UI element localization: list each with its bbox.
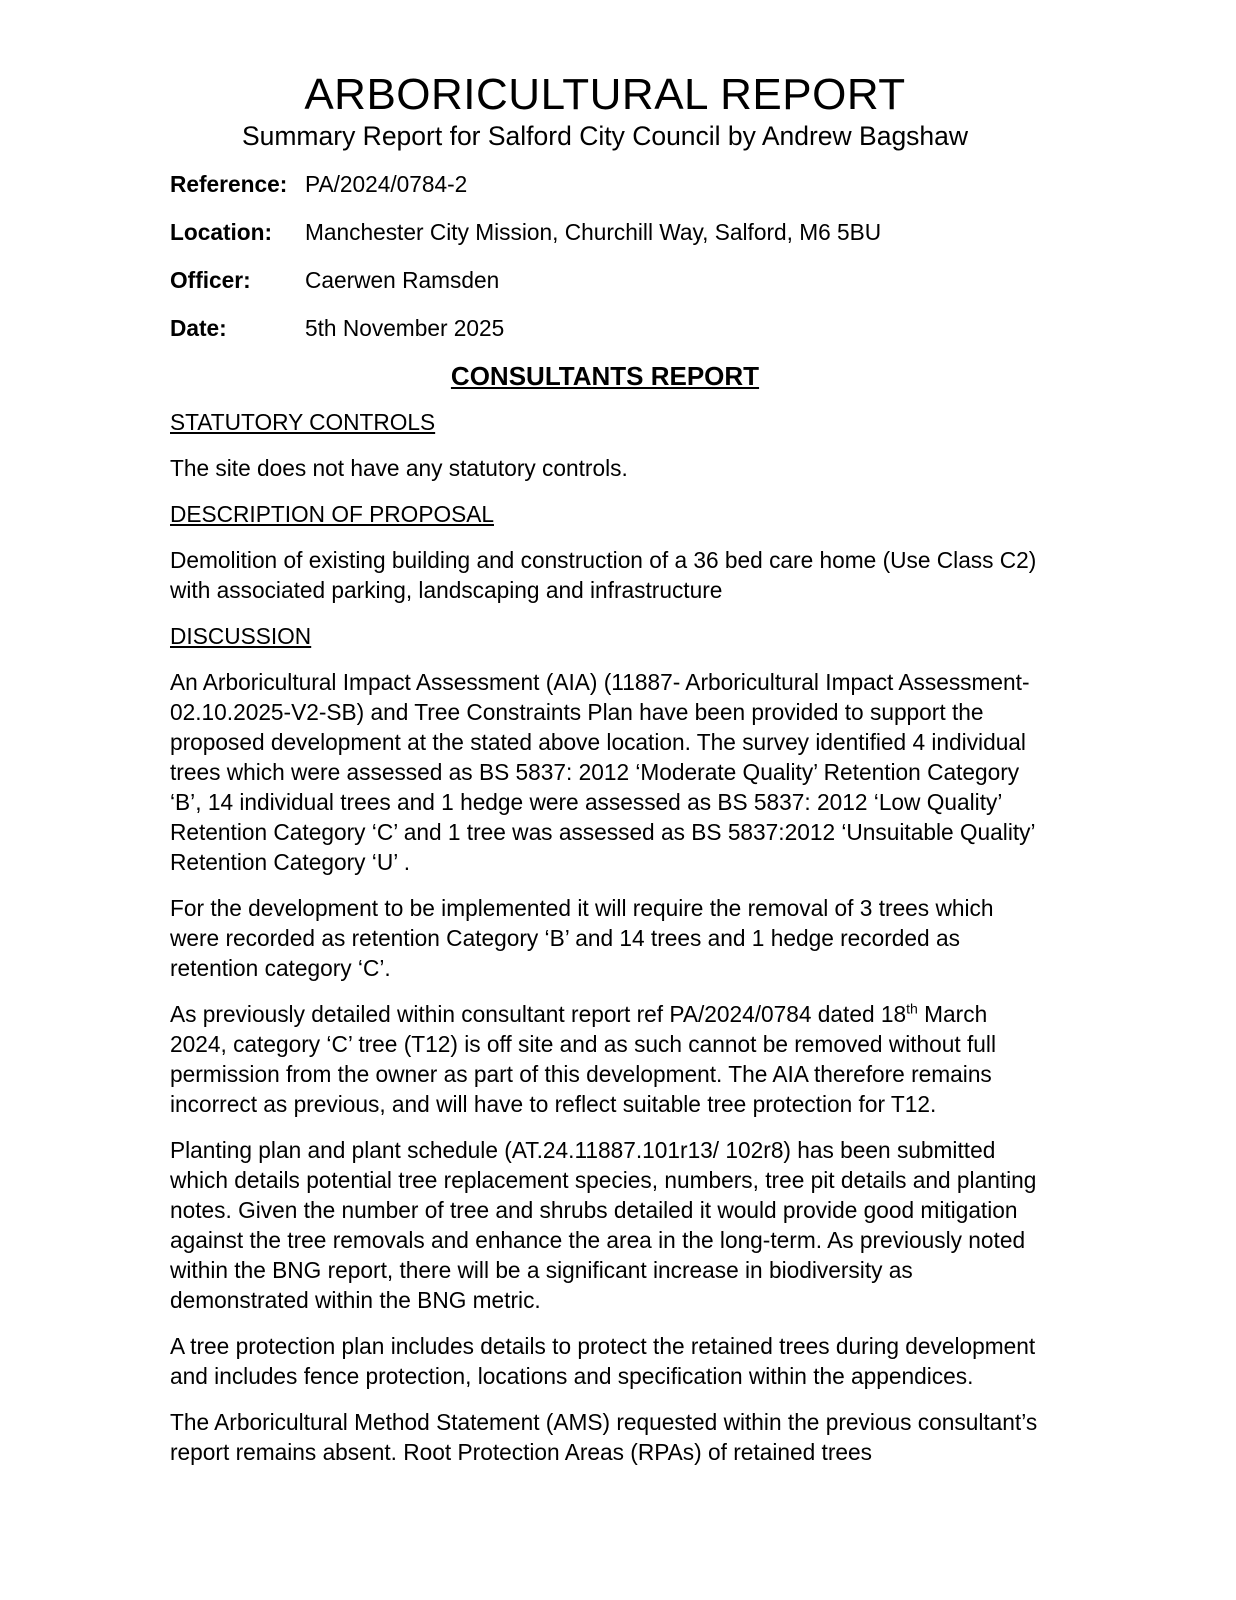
statutory-controls-heading: STATUTORY CONTROLS: [170, 409, 436, 435]
report-title: ARBORICULTURAL REPORT: [304, 70, 906, 119]
discussion-paragraph-6: The Arboricultural Method Statement (AMS) requested within the previous consultant’s report remains absent. Root Protection Areas (RPAs) of retained trees: [170, 1409, 1038, 1465]
discussion-heading: DISCUSSION: [170, 623, 312, 649]
discussion-paragraph-3-text-end: March 2024, category ‘C’ tree (T12) is off site and as such cannot be removed without full permission from the owner as part of this development. The AIA therefore remains incorrect as previous, and will have to reflect suitable tree protection for T12.: [170, 1001, 997, 1117]
meta-value-location: Manchester City Mission, Churchill Way, Salford, M6 5BU: [305, 219, 882, 245]
meta-value-date: 5th November 2025: [305, 315, 505, 341]
meta-value-officer: Caerwen Ramsden: [305, 267, 500, 293]
meta-row-date: [170, 313, 1040, 343]
discussion-paragraph-5: A tree protection plan includes details to protect the retained trees during development and includes fence protection, locations and specification within the appendices.: [170, 1333, 1036, 1389]
meta-row-location: [170, 217, 1040, 247]
statutory-controls-text: The site does not have any statutory controls.: [170, 455, 628, 481]
report-meta: [170, 169, 1040, 343]
meta-row-officer: [170, 265, 1040, 295]
discussion-paragraph-2: For the development to be implemented it will require the removal of 3 trees which were recorded as retention Category ‘B’ and 14 trees and 1 hedge recorded as retention category ‘C’.: [170, 895, 994, 981]
meta-label-officer: Officer:: [170, 267, 251, 293]
ordinal-superscript: th: [906, 1000, 918, 1017]
meta-label-location: Location:: [170, 219, 273, 245]
meta-label-date: Date:: [170, 315, 227, 341]
discussion-paragraph-1: An Arboricultural Impact Assessment (AIA) (11887- Arboricultural Impact Assessment-02.10.2025-V2-SB) and Tree Constraints Plan have been provided to support the proposed development at the stated above location. The survey identified 4 individual trees which were assessed as BS 5837: 2012 ‘Moderate Quality’ Retention Category ‘B’, 14 individual trees and 1 hedge were assessed as BS 5837: 2012 ‘Low Quality’ Retention Category ‘C’ and 1 tree was assessed as BS 5837:2012 ‘Unsuitable Quality’ Retention Category ‘U’ .: [170, 669, 1035, 875]
meta-row-reference: [170, 169, 1040, 199]
discussion-paragraph-4: Planting plan and plant schedule (AT.24.11887.101r13/ 102r8) has been submitted which details potential tree replacement species, numbers, tree pit details and planting notes. Given the number of tree and shrubs detailed it would provide good mitigation against the tree removals and enhance the area in the long-term. As previously noted within the BNG report, there will be a significant increase in biodiversity as demonstrated within the BNG metric.: [170, 1137, 1037, 1313]
meta-value-reference: PA/2024/0784-2: [305, 171, 468, 197]
consultants-report-heading: CONSULTANTS REPORT: [450, 361, 760, 391]
report-subtitle: Summary Report for Salford City Council by Andrew Bagshaw: [241, 121, 969, 151]
discussion-paragraph-3-text-start: As previously detailed within consultant report ref PA/2024/0784 dated 18: [170, 1001, 907, 1027]
description-of-proposal-heading: DESCRIPTION OF PROPOSAL: [170, 501, 494, 527]
meta-label-reference: Reference:: [170, 171, 288, 197]
discussion-paragraph-3: [170, 999, 1040, 1119]
proposal-description-text: Demolition of existing building and construction of a 36 bed care home (Use Class C2) with associated parking, landscaping and infrastructure: [170, 547, 1037, 603]
